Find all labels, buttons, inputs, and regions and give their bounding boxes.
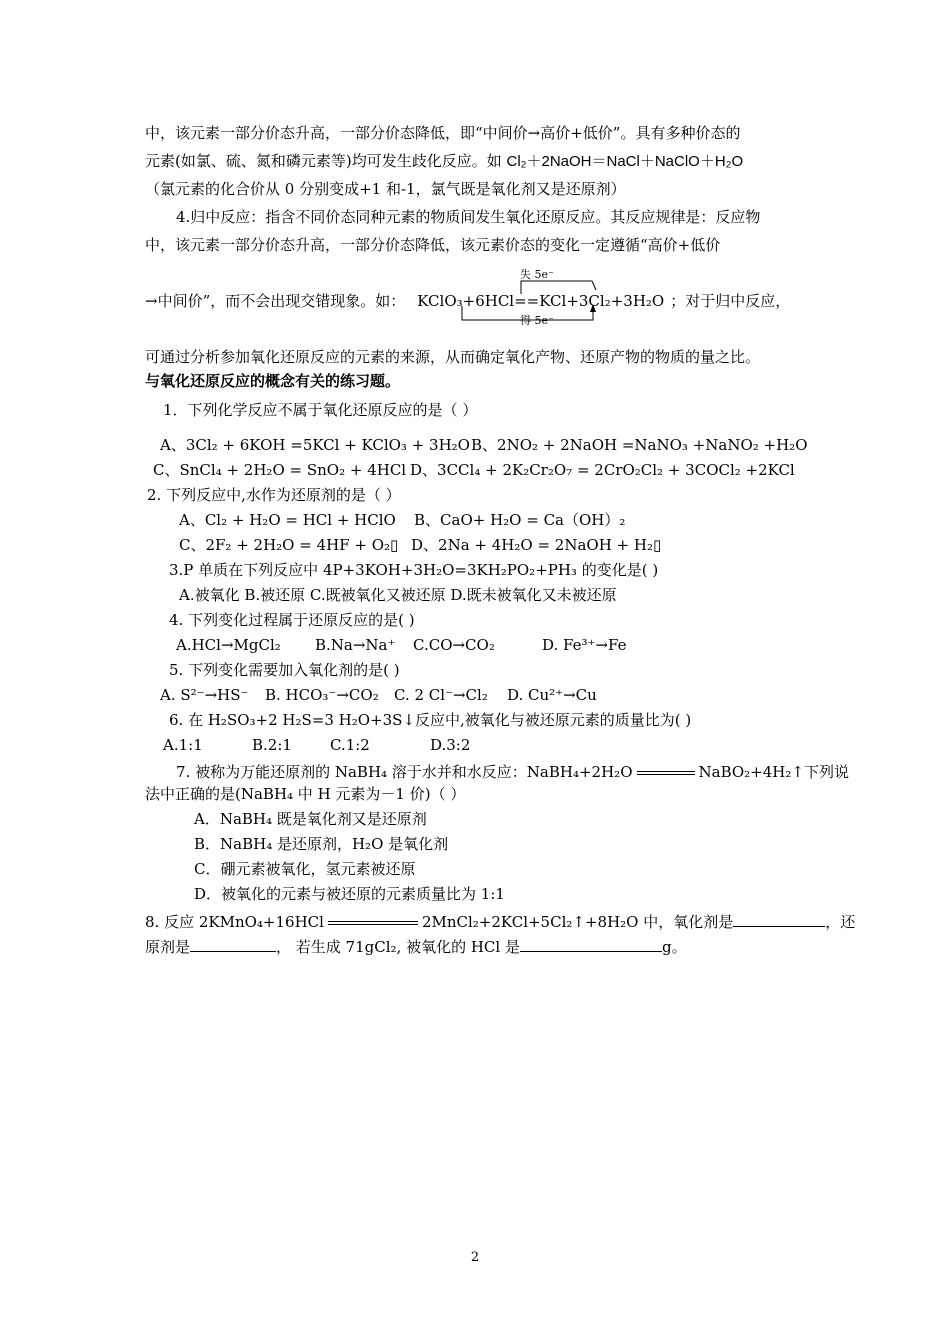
q6-option-a: A.1:1	[163, 736, 203, 754]
text-fragment: 2MnCl₂+2KCl+5Cl₂↑+8H₂O 中，氧化剂是	[421, 913, 734, 931]
q3-options: A.被氧化 B.被还原 C.既被氧化又被还原 D.既未被氧化又未被还原	[179, 586, 617, 604]
page-number: 2	[470, 1250, 480, 1265]
q4-option-b: B.Na→Na⁺	[315, 636, 396, 654]
q7-option-a: A．NaBH₄ 既是氧化剂又是还原剂	[194, 810, 427, 828]
text-line: 中，该元素一部分价态升高，一部分价态降低，即“中间价→高价+低价”。具有多种价态的	[145, 124, 741, 142]
text-fragment: 7. 被称为万能还原剂的 NaBH₄ 溶于水并和水反应：NaBH₄+2H₂O	[176, 763, 633, 781]
text-fragment: ；对于归中反应，	[670, 292, 791, 310]
question-2: 2. 下列反应中,水作为还原剂的是（ ）	[147, 486, 401, 504]
answer-blank-hcl-mass[interactable]	[520, 937, 662, 952]
q6-option-d: D.3:2	[430, 736, 471, 754]
q2-option-d: D、2Na + 4H₂O = 2NaOH + H₂▯	[411, 536, 662, 554]
q6-option-b: B.2:1	[252, 736, 292, 754]
q1-option-d: D、3CCl₄ + 2K₂Cr₂O₇ = 2CrO₂Cl₂ + 3COCl₂ +2KCl	[410, 461, 795, 479]
text-fragment: →中间价”，而不会出现交错现象。如：	[145, 292, 406, 310]
text-fragment: NaBO₂+4H₂↑下列说	[698, 763, 849, 781]
text-line: 可通过分析参加氧化还原反应的元素的来源，从而确定氧化产物、还原产物的物质的量之比。	[145, 348, 761, 366]
q5-option-c: C. 2 Cl⁻→Cl₂	[394, 686, 488, 704]
text-fragment: ，还	[825, 913, 856, 931]
q5-option-d: D. Cu²⁺→Cu	[507, 686, 597, 704]
question-7	[176, 762, 849, 782]
question-5: 5. 下列变化需要加入氧化剂的是( )	[169, 661, 400, 679]
text-fragment: g。	[661, 938, 687, 956]
text-fragment: ， 若生成 71gCl₂, 被氧化的 HCl 是	[276, 938, 520, 956]
lose-electron-label: 失 5e⁻	[520, 268, 554, 281]
text-line: （氯元素的化合价从 0 分别变成+1 和-1，氯气既是氧化剂又是还原剂）	[145, 180, 626, 198]
gain-electron-label: 得 5e⁻	[520, 314, 554, 327]
q4-option-d: D. Fe³⁺→Fe	[542, 636, 627, 654]
text-fragment: 元素(如氯、硫、氮和磷元素等)均可发生歧化反应。如	[145, 152, 507, 170]
q7-option-b: B．NaBH₄ 是还原剂，H₂O 是氧化剂	[194, 835, 449, 853]
section-heading: 与氧化还原反应的概念有关的练习题。	[145, 373, 401, 390]
equals-sign	[328, 921, 418, 925]
q2-option-b: B、CaO+ H₂O = Ca（OH）₂	[414, 511, 626, 529]
q4-option-c: C.CO→CO₂	[413, 636, 495, 654]
text-line: 法中正确的是(NaBH₄ 中 H 元素为－1 价)（ ）	[145, 785, 466, 803]
equation: KClO₃+6HCl==KCl+3Cl₂+3H₂O	[417, 292, 665, 310]
equation: Cl₂＋2NaOH＝NaCl＋NaClO＋H₂O	[506, 153, 744, 170]
text-line	[145, 291, 790, 311]
q5-option-a: A. S²⁻→HS⁻	[160, 686, 249, 704]
equals-sign	[637, 771, 695, 775]
text-fragment: 原剂是	[145, 938, 191, 956]
question-1: 1．下列化学反应不属于氧化还原反应的是（ ）	[163, 401, 478, 419]
question-4: 4. 下列变化过程属于还原反应的是( )	[169, 611, 415, 629]
question-8	[145, 912, 855, 932]
answer-blank-oxidant[interactable]	[733, 912, 825, 927]
answer-blank-reductant[interactable]	[190, 937, 276, 952]
question-6: 6. 在 H₂SO₃+2 H₂S=3 H₂O+3S↓反应中,被氧化与被还原元素的质量比为( )	[169, 711, 692, 729]
q6-option-c: C.1:2	[330, 736, 370, 754]
q2-option-c: C、2F₂ + 2H₂O = 4HF + O₂▯	[179, 536, 399, 554]
text-line: 4.归中反应：指含不同价态同种元素的物质间发生氧化还原反应。其反应规律是：反应物	[176, 208, 761, 226]
q1-option-b: B、2NO₂ + 2NaOH =NaNO₃ +NaNO₂ +H₂O	[471, 436, 808, 454]
text-fragment: 8. 反应 2KMnO₄+16HCl	[145, 913, 324, 931]
q4-option-a: A.HCl→MgCl₂	[176, 636, 281, 654]
text-line	[145, 937, 687, 957]
q2-option-a: A、Cl₂ + H₂O = HCl + HClO	[179, 511, 396, 529]
q7-option-d: D．被氧化的元素与被还原的元素质量比为 1:1	[194, 885, 505, 903]
text-line: 中，该元素一部分价态升高，一部分价态降低，该元素价态的变化一定遵循“高价+低价	[145, 236, 721, 254]
q1-option-a: A、3Cl₂ + 6KOH =5KCl + KClO₃ + 3H₂O	[160, 436, 470, 454]
q5-option-b: B. HCO₃⁻→CO₂	[265, 686, 379, 704]
q7-option-c: C．硼元素被氧化，氢元素被还原	[194, 860, 416, 878]
q1-option-c: C、SnCl₄ + 2H₂O = SnO₂ + 4HCl	[153, 461, 407, 479]
text-line	[145, 151, 743, 172]
question-3: 3.P 单质在下列反应中 4P+3KOH+3H₂O=3KH₂PO₂+PH₃ 的变化是( )	[169, 561, 659, 579]
